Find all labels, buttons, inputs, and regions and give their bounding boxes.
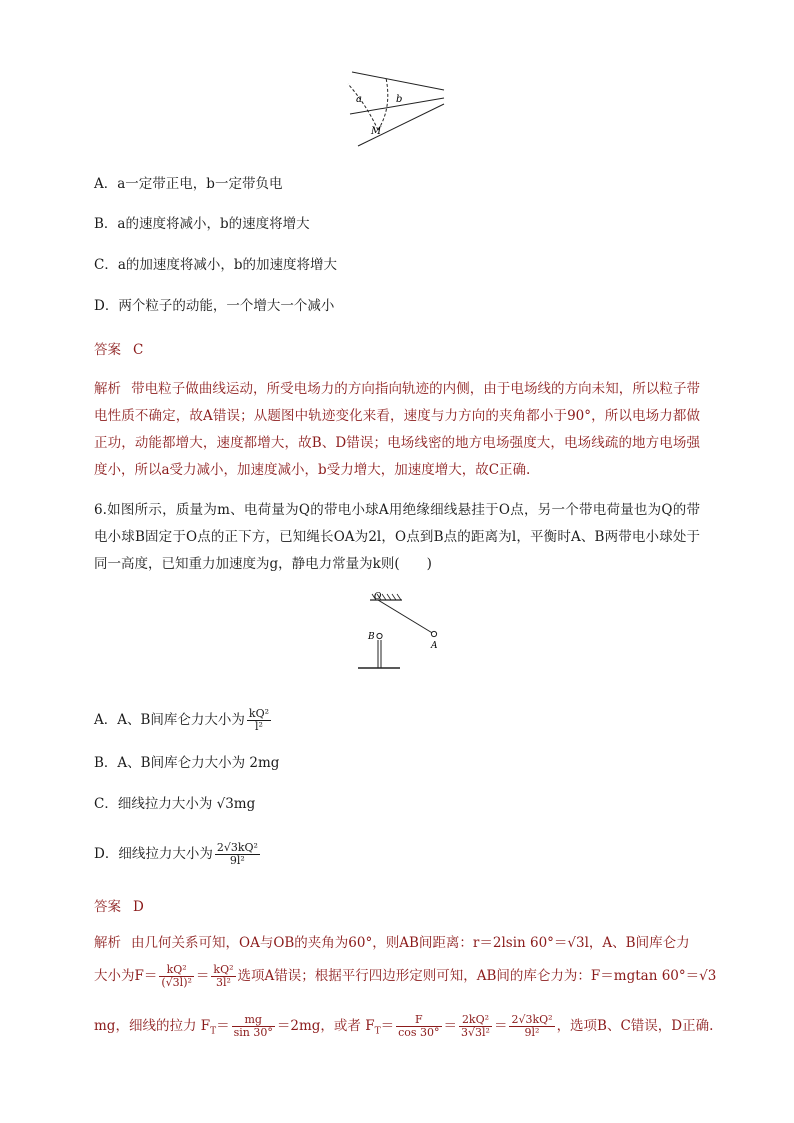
answer-label: 答案	[94, 342, 121, 358]
q6-analysis-line3: mg，细线的拉力 $F_T=$ $\frac{mg}{\sin 30^\circ}$ ＝2mg，或者 $F_T=$ $\frac{F}{\cos 30^\circ}$ ＝ $\frac{\text{2kQ²}}{\text{3√3l²}}$ ＝ $\frac{\text{2√3kQ²}}{\text{9l²}}$ ，选项B、C错误，D正确.	[94, 1013, 714, 1039]
trajectory-b	[378, 78, 388, 130]
q5-option-c: C．a的加速度将减小，b的加速度将增大	[94, 257, 338, 273]
label-b: b	[396, 94, 403, 105]
q5-option-a: A．a一定带正电，b一定带负电	[94, 176, 283, 192]
analysis-text: 带电粒子做曲线运动，所受电场力的方向指向轨迹的内侧，由于电场线的方向未知，所以粒子带电性质不确定，故A错误；从题图中轨迹变化来看，速度与力方向的夹角都小于90°，所以电场力都做正功，动能都增大，速度都增大，故B、D错误；电场线密的地方电场强度大，电场线疏的地方电场强度小，所以a受力减小，加速度减小，b受力增大，加速度增大，故C正确.	[94, 381, 700, 478]
q6-option-a: A．A、B间库仑力大小为 $\frac{\text{kQ²}}{\text{l²}}$	[94, 707, 270, 733]
string-OA	[378, 600, 434, 634]
label-O: O	[374, 592, 382, 602]
label-A: A	[431, 641, 438, 651]
trajectory-a	[348, 84, 378, 130]
label-M: M	[371, 126, 382, 137]
analysis-label: 解析	[94, 381, 122, 397]
q5-answer	[94, 338, 143, 358]
answer-value: D	[133, 899, 144, 915]
q6-option-d: D．细线拉力大小为 $\frac{\text{2√3kQ²}}{\text{9l²}}$	[94, 841, 258, 867]
q6-stem: 6.如图所示，质量为m、电荷量为Q的带电小球A用绝缘细线悬挂于O点，另一个带电荷量也为Q的带电小球B固定于O点的正下方，已知绳长OA为2l，O点到B点的距离为l，平衡时A、B两带电小球处于同一高度，已知重力加速度为g，静电力常量为k则( )	[94, 502, 700, 572]
label-B: B	[368, 632, 375, 642]
q6-analysis-line1: 解析 由几何关系可知，OA与OB的夹角为60°，则AB间距离：r＝2lsin 60°＝√3l，A、B间库仑力	[94, 935, 690, 951]
q5-analysis	[94, 376, 700, 484]
answer-value: C	[133, 342, 144, 358]
fraction: $\frac{\text{2√3kQ²}}{\text{9l²}}$	[216, 841, 258, 867]
field-line-top	[352, 72, 444, 90]
q6-option-c: C．细线拉力大小为 √3mg	[94, 796, 256, 812]
analysis-label: 解析	[94, 935, 121, 951]
q6-answer	[94, 895, 144, 915]
answer-label: 答案	[94, 899, 121, 915]
ball-B	[377, 633, 382, 638]
q5-option-b: B．a的速度将减小，b的速度将增大	[94, 216, 310, 232]
q6-analysis-line2: 大小为F＝ $\frac{\text{kQ²}}{\text{(√3l)²}}$ ＝ $\frac{\text{kQ²}}{\text{3l²}}$ 选项A错误；根据平行四边形定则可知，AB间的库仑力为：F＝mgtan 60°＝√3	[94, 963, 717, 989]
ball-A	[431, 631, 436, 636]
q6-option-b: B．A、B间库仑力大小为 2mg	[94, 755, 280, 771]
field-lines-figure	[340, 68, 455, 150]
q5-option-d: D．两个粒子的动能，一个增大一个减小	[94, 298, 335, 314]
fraction: $\frac{\text{kQ²}}{\text{l²}}$	[248, 707, 270, 733]
pendulum-figure	[350, 590, 450, 672]
label-a: a	[356, 94, 362, 105]
